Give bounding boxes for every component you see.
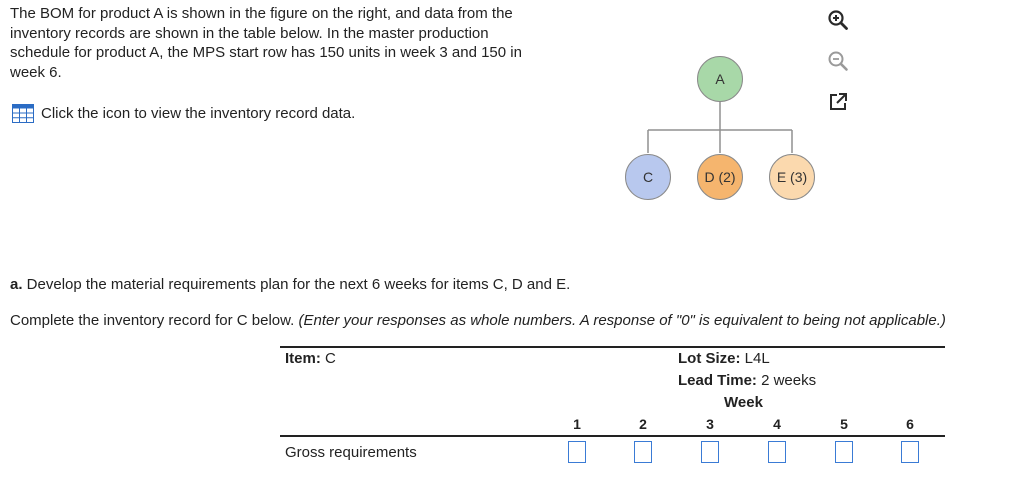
lead-time-value: 2 weeks — [756, 372, 817, 389]
item-field — [285, 350, 336, 367]
bom-lines — [648, 100, 792, 153]
popout-icon[interactable] — [826, 90, 850, 114]
lead-time-field — [678, 372, 816, 389]
bom-node-c — [625, 154, 671, 200]
bom-node-e — [769, 154, 815, 200]
bom-node-a — [697, 56, 743, 102]
instruction-hint: (Enter your responses as whole numbers. A response of "0" is equivalent to being not applicable.) — [298, 312, 946, 329]
problem-line: The BOM for product A is shown in the figure on the right, and data from the — [10, 5, 513, 22]
problem-line: inventory records are shown in the table below. In the master production — [10, 24, 489, 42]
table-grid-icon[interactable] — [12, 104, 34, 123]
bom-node-label: C — [642, 169, 654, 185]
week-header-3: 3 — [706, 416, 714, 432]
week-header-1: 1 — [573, 416, 581, 432]
week-header-2: 2 — [639, 416, 647, 432]
lead-time-label: Lead Time: — [678, 372, 757, 389]
table-top-rule — [280, 346, 945, 348]
week-header-4: 4 — [773, 416, 781, 432]
gross-requirements-week-6-input[interactable] — [901, 441, 919, 463]
inventory-record-link[interactable] — [12, 104, 355, 123]
gross-requirements-week-4-input[interactable] — [768, 441, 786, 463]
problem-line: week 6. — [10, 63, 62, 81]
bom-node-label: A — [715, 71, 725, 87]
week-header-5: 5 — [840, 416, 848, 432]
gross-requirements-week-2-input[interactable] — [634, 441, 652, 463]
gross-requirements-week-1-input[interactable] — [568, 441, 586, 463]
question-a-label: a. — [10, 276, 23, 293]
zoom-in-icon[interactable] — [826, 8, 850, 32]
gross-requirements-week-5-input[interactable] — [835, 441, 853, 463]
lot-size-value: L4L — [740, 350, 770, 367]
lot-size-field — [678, 350, 770, 367]
bom-node-d — [697, 154, 743, 200]
bom-node-label: E (3) — [776, 169, 808, 185]
zoom-in-button[interactable] — [825, 7, 851, 33]
instruction — [10, 312, 946, 329]
gross-requirements-label: Gross requirements — [285, 444, 417, 461]
item-label: Item: — [285, 350, 321, 367]
item-value: C — [320, 350, 336, 367]
problem-statement — [10, 4, 590, 82]
zoom-out-icon[interactable] — [826, 49, 850, 73]
gross-requirements-week-3-input[interactable] — [701, 441, 719, 463]
question-a-text: Develop the material requirements plan for the next 6 weeks for items C, D and E. — [22, 276, 571, 293]
problem-line: schedule for product A, the MPS start row has 150 units in week 3 and 150 in — [10, 44, 522, 61]
lot-size-label: Lot Size: — [678, 350, 741, 367]
week-header-6: 6 — [906, 416, 914, 432]
bom-node-label: D (2) — [704, 169, 736, 185]
popout-button[interactable] — [825, 89, 851, 115]
week-heading: Week — [724, 394, 763, 411]
question-a — [10, 276, 570, 293]
zoom-out-button[interactable] — [825, 48, 851, 74]
table-header-rule — [280, 435, 945, 437]
instruction-text: Complete the inventory record for C below. — [10, 312, 299, 329]
inventory-link-text[interactable]: Click the icon to view the inventory record data. — [41, 105, 356, 122]
